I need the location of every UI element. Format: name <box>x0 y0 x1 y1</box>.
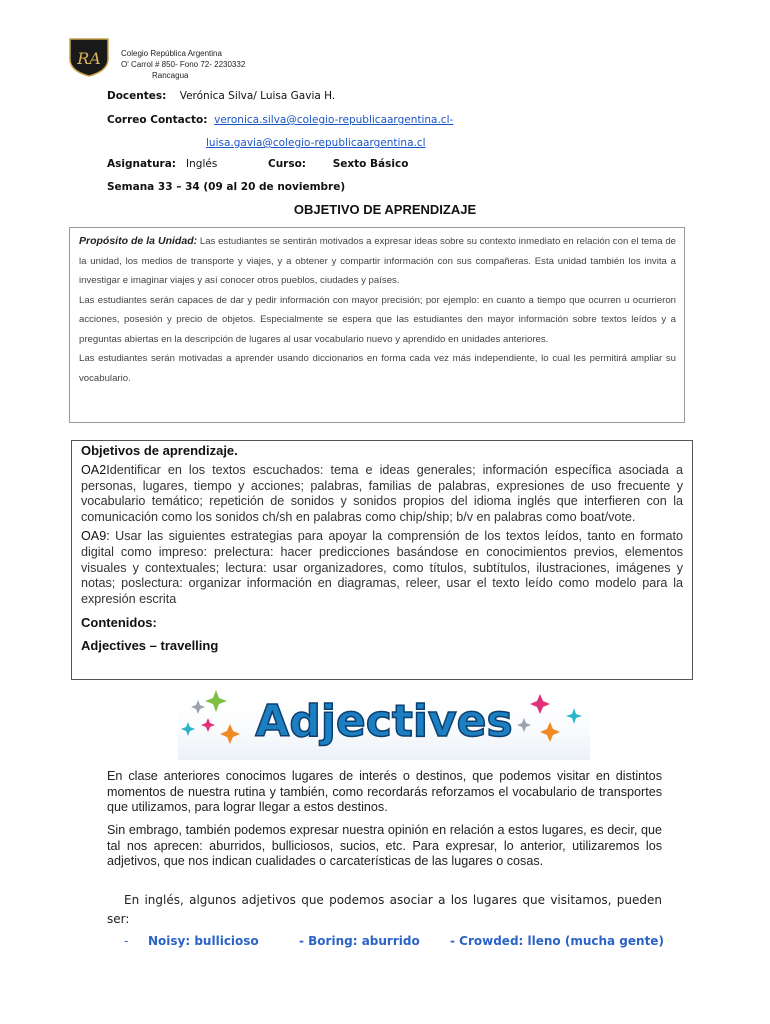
asignatura-line <box>107 157 408 171</box>
asignatura-label: Asignatura: <box>107 158 177 170</box>
correo-label: Correo Contacto: <box>107 114 208 126</box>
body-paragraph-3-text: En inglés, algunos adjetivos que podemos asociar a los lugares que visitamos, pueden ser: <box>107 893 662 926</box>
vocab-dash: - <box>124 934 129 948</box>
purpose-paragraph-3: Las estudiantes serán motivadas a aprender usando diccionarios en forma cada vez más independiente, lo cual les permitirá ampliar su vocabulario. <box>79 353 676 384</box>
objectives-box <box>71 440 693 680</box>
oa2-text: Identificar en los textos escuchados: tema e ideas generales; información específica asociada a personas, lugares, tiempo y acciones; palabras, familias de palabras, expresiones de uso frecuente y vocabulario temático; repetición de sonidos y sonidos propios del idioma inglés que interfieren con la comunicación como los sonidos ch/sh en palabras como chip/ship; b/v en palabras como boat/vote. <box>81 463 683 524</box>
correo-line <box>107 113 453 127</box>
oa9-code: OA9: <box>81 529 110 544</box>
adjectives-banner <box>178 688 590 760</box>
curso-value: Sexto Básico <box>332 158 409 170</box>
purpose-text-1: Las estudiantes se sentirán motivados a expresar ideas sobre su contexto inmediato en relación con el tema de la unidad, los medios de transporte y viajes, y a obtener y compartir información con sus compañeras. Esta unidad también los invita a investigar e imaginar viajes y así conocer otros pueblos, ciudades y países. <box>79 236 677 286</box>
vocab-item-crowded: - Crowded: lleno (mucha gente) <box>450 934 664 948</box>
logo-monogram: RA <box>77 49 101 68</box>
oa2-code: OA2 <box>81 463 107 477</box>
school-city: Rancagua <box>152 71 189 80</box>
docentes-value: Verónica Silva/ Luisa Gavia H. <box>179 90 336 102</box>
contenidos-label: Contenidos: <box>81 615 157 631</box>
email-link-1[interactable]: veronica.silva@colegio-republicaargentina.cl- <box>214 114 454 126</box>
docentes-line <box>107 89 335 103</box>
purpose-paragraph-1 <box>79 232 676 291</box>
oa9-paragraph <box>81 529 683 607</box>
curso-label: Curso: <box>267 158 307 170</box>
contenidos-value: Adjectives – travelling <box>81 638 219 654</box>
purpose-paragraph-2: Las estudiantes serán capaces de dar y pedir información con mayor precisión; por ejemplo: en cuanto a tiempo que ocurren u ocurrieron acciones, posesión y precio de objetos. Especialmente se espera que las estudiantes den mayor información sobre textos leídos y a preguntas abiertas en la descripción de lugares al usar vocabulario nuevo y aprendido en unidades anteriores. <box>79 294 676 345</box>
oa9-text: Usar las siguientes estrategias para apoyar la comprensión de los textos leídos, tanto en formato digital como impreso: prelectura: hacer predicciones basándose en conocimientos previos, elementos visuales y contextuales; lectura: usar organizadores, como títulos, subtítulos, ilustraciones, imágenes y notas; poslectura: organizar información en diagramas, releer, usar el texto leído como modelo para la expresión escrita <box>81 529 683 606</box>
email-link-2[interactable]: luisa.gavia@colegio-republicaargentina.cl <box>206 137 426 149</box>
purpose-box <box>69 227 685 423</box>
semana-text: Semana 33 – 34 (09 al 20 de noviembre) <box>107 181 346 193</box>
body-paragraph-1: En clase anteriores conocimos lugares de interés o destinos, que podemos visitar en distintos momentos de nuestra rutina y también, como recordarás reforzamos el vocabulario de transportes que utilizamos, para lograr llegar a estos destinos. <box>107 769 662 814</box>
vocab-item-boring: - Boring: aburrido <box>299 934 420 948</box>
vocab-item-noisy: Noisy: bullicioso <box>148 934 259 948</box>
oa2-paragraph <box>81 463 683 525</box>
school-name: Colegio República Argentina <box>121 49 222 58</box>
body-paragraph-2: Sin embrago, también podemos expresar nuestra opinión en relación a estos lugares, es decir, que tal nos aprecen: aburridos, bulliciosos, sucios, etc. Para expresar, lo anterior, utilizaremos los adjetivos, que nos indican cualidades o carcaterísticas de las lugares o cosas. <box>107 823 662 868</box>
semana-line <box>107 180 345 194</box>
body-paragraph-3 <box>107 891 662 929</box>
docentes-label: Docentes: <box>107 90 167 102</box>
asignatura-value: Inglés <box>186 158 218 170</box>
main-title: OBJETIVO DE APRENDIZAJE <box>293 202 477 217</box>
school-address: O' Carrol # 850- Fono 72- 2230332 <box>121 60 246 69</box>
purpose-label: Propósito de la Unidad: <box>79 235 198 247</box>
school-logo <box>66 37 112 77</box>
objectives-heading: Objetivos de aprendizaje. <box>81 443 238 458</box>
correo-line-2 <box>206 136 426 150</box>
banner-word: Adjectives <box>255 696 513 747</box>
